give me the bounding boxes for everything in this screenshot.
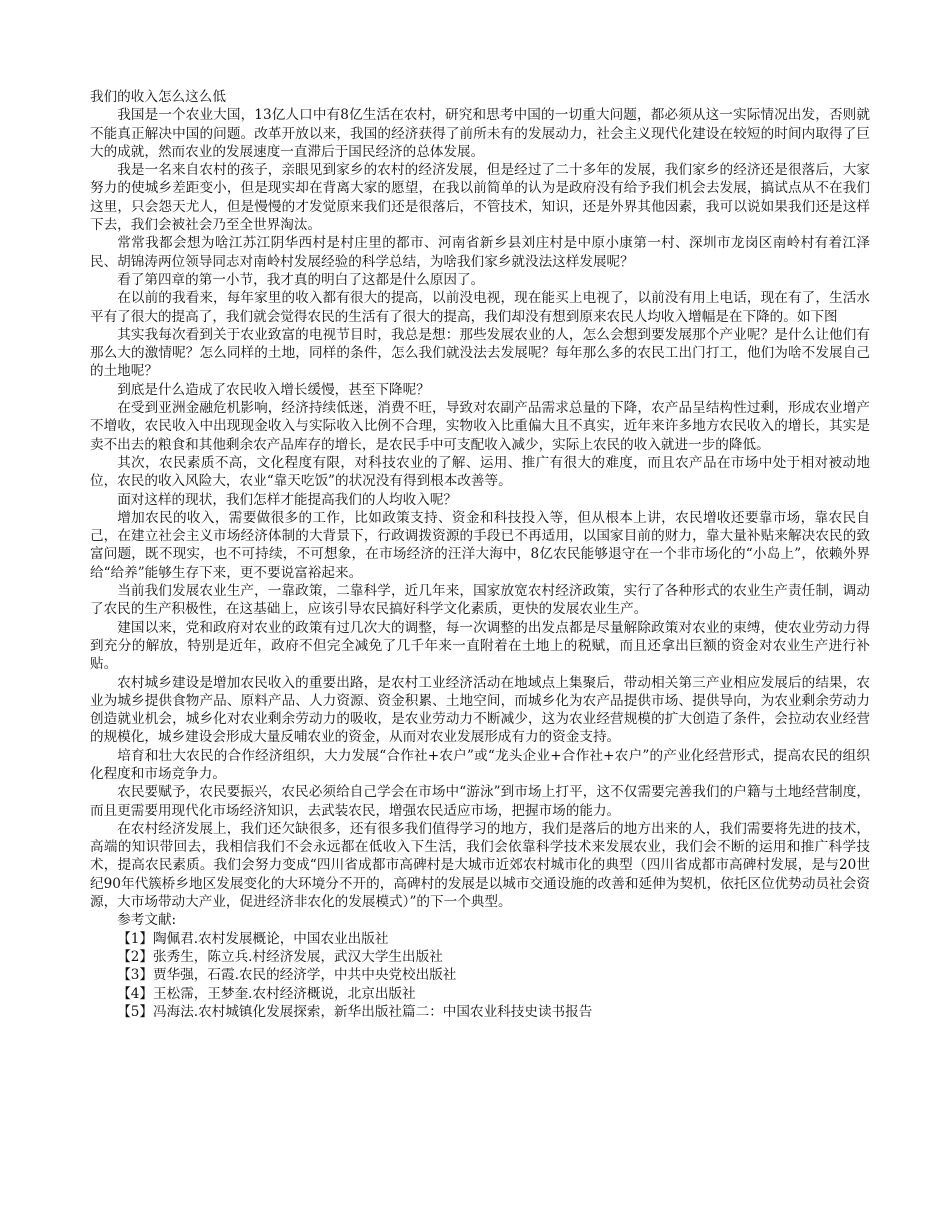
- paragraph: 其次，农民素质不高，文化程度有限，对科技农业的了解、运用、推广有很大的难度，而且农产品在市场中处于相对被动地位，农民的收入风险大，农业“靠天吃饭”的状况没有得到根本改善等。: [90, 454, 870, 490]
- reference-item: 【3】贾华强，石霞.农民的经济学，中共中央党校出版社: [117, 967, 457, 984]
- reference-item: 【1】陶佩君.农村发展概论，中国农业出版社: [117, 930, 389, 947]
- paragraph: 看了第四章的第一小节，我才真的明白了这都是什么原因了。: [117, 271, 485, 288]
- paragraph: 农村城乡建设是增加农民收入的重要出路，是农村工业经济活动在地域点上集聚后，带动相关第三产业相应发展后的结果，农业为城乡提供食物产品、原料产品、人力资源、资金积累、土地空间，而城乡化为农产品提供市场、提供导向，为农业剩余劳动力创造就业机会，城乡化对农业剩余劳动力的吸收，是农业劳动力不断减少，这为农业经营规模的扩大创造了条件，会拉动农业经营的规模化，城乡建设会形成大量反哺农业的资金，从而对农业发展形成有力的资金支持。: [90, 674, 870, 746]
- reference-item: 【5】冯海法.农村城镇化发展探索，新华出版社篇二：中国农业科技史读书报告: [117, 1003, 593, 1020]
- paragraph: 农民要赋予，农民要振兴，农民必须给自己学会在市场中“游泳”到市场上打平，这不仅需要完善我们的户籍与土地经营制度，而且更需要用现代化市场经济知识，去武装农民，增强农民适应市场，把握市场的能力。: [90, 784, 870, 819]
- paragraph: 当前我们发展农业生产，一靠政策，二靠科学，近几年来，国家放宽农村经济政策，实行了各种形式的农业生产责任制，调动了农民的生产积极性，在这基础上，应该引导农民搞好科学文化素质，更快的发展农业生产。: [90, 583, 870, 618]
- paragraph: 增加农民的收入，需要做很多的工作，比如政策支持、资金和科技投入等，但从根本上讲，农民增收还要靠市场，靠农民自己，在建立社会主义市场经济体制的大背景下，行政调拨资源的手段已不再适用，以国家目前的财力，靠大量补贴来解决农民的致富问题，既不现实，也不可持续，不可想象，在市场经济的汪洋大海中，8亿农民能够退守在一个非市场化的“小岛上”，依赖外界给“给养”能够生存下来，更不要说富裕起来。: [90, 509, 870, 581]
- reference-item: 【4】王松霈，王梦奎.农村经济概说，北京出版社: [117, 985, 416, 1002]
- document-body: [90, 106, 870, 911]
- paragraph: 建国以来，党和政府对农业的政策有过几次大的调整，每一次调整的出发点都是尽量解除政策对农业的束缚，使农业劳动力得到充分的解放，特别是近年，政府不但完全减免了几千年来一直附着在土地上的税赋，而且还拿出巨额的资金对农业生产进行补贴。: [90, 619, 870, 673]
- paragraph: 面对这样的现状，我们怎样才能提高我们的人均收入呢？: [117, 491, 458, 508]
- paragraph: 我是一名来自农村的孩子，亲眼见到家乡的农村的经济发展，但是经过了二十多年的发展，我们家乡的经济还是很落后，大家努力的使城乡差距变小，但是现实却在背离大家的愿望，在我以前简单的认为是政府没有给予我们机会去发展，搞试点从不在我们这里，只会怨天尤人，但是慢慢的才发觉原来我们还是很落后，不管技术，知识，还是外界其他因素，我可以说如果我们还是这样下去，我们会被社会乃至全世界淘汰。: [90, 162, 870, 234]
- references-list: [90, 930, 870, 1021]
- paragraph: 在农村经济发展上，我们还欠缺很多，还有很多我们值得学习的地方，我们是落后的地方出来的人，我们需要将先进的技术，高端的知识带回去，我相信我们不会永远都在低收入下生活，我们会依靠科学技术来发展农业，我们会不断的运用和推广科学技术，提高农民素质。我们会努力变成“四川省成都市高碑村是大城市近郊农村城市化的典型（四川省成都市高碑村发展，是与20世纪90年代簇桥乡地区发展变化的大环境分不开的，高碑村的发展是以城市交通设施的改善和延伸为契机，依托区位优势动员社会资源，大市场带动大产业，促进经济非农化的发展模式）”的下一个典型。: [90, 820, 870, 911]
- document-title: 我们的收入怎么这么低: [90, 89, 226, 105]
- paragraph: 培育和壮大农民的合作经济组织，大力发展“合作社+农户”或“龙头企业+合作社+农户”的产业化经营形式，提高农民的组织化程度和市场竞争力。: [90, 747, 870, 782]
- reference-item: 【2】张秀生，陈立兵.村经济发展，武汉大学生出版社: [117, 948, 443, 965]
- paragraph: 常常我都会想为啥江苏江阴华西村是村庄里的都市、河南省新乡县刘庄村是中原小康第一村、深圳市龙岗区南岭村有着江泽民、胡锦涛两位领导同志对南岭村发展经验的科学总结，为啥我们家乡就没法这样发展呢？: [90, 235, 870, 270]
- paragraph: 在以前的我看来，每年家里的收入都有很大的提高，以前没电视，现在能买上电视了，以前没有用上电话，现在有了，生活水平有了很大的提高了，我们就会觉得农民的生活有了很大的提高，我们却没有想到原来农民人均收入增幅是在下降的。如下图: [90, 290, 870, 325]
- paragraph: 我国是一个农业大国，13亿人口中有8亿生活在农村，研究和思考中国的一切重大问题，都必须从这一实际情况出发，否则就不能真正解决中国的问题。改革开放以来，我国的经济获得了前所未有的发展动力，社会主义现代化建设在较短的时间内取得了巨大的成就，然而农业的发展速度一直滞后于国民经济的总体发展。: [90, 107, 870, 160]
- paragraph: 到底是什么造成了农民收入增长缓慢，甚至下降呢？: [117, 381, 430, 398]
- paragraph: 在受到亚洲金融危机影响，经济持续低迷，消费不旺，导致对农副产品需求总量的下降，农产品呈结构性过剩，形成农业增产不增收，农民收入中出现现金收入与实际收入比例不合理，实物收入比重偏大且不真实，近年来许多地方农民收入的增长，其实是卖不出去的粮食和其他剩余农产品库存的增长，是农民手中可支配收入减少，实际上农民的收入就进一步的降低。: [90, 400, 870, 453]
- references-heading: 参考文献:: [117, 912, 177, 929]
- document-page: [90, 88, 870, 1021]
- paragraph: 其实我每次看到关于农业致富的电视节目时，我总是想：那些发展农业的人，怎么会想到要发展那个产业呢？是什么让他们有那么大的激情呢？怎么同样的土地，同样的条件，怎么我们就没法去发展呢？每年那么多的农民工出门打工，他们为啥不发展自己的土地呢？: [90, 326, 870, 380]
